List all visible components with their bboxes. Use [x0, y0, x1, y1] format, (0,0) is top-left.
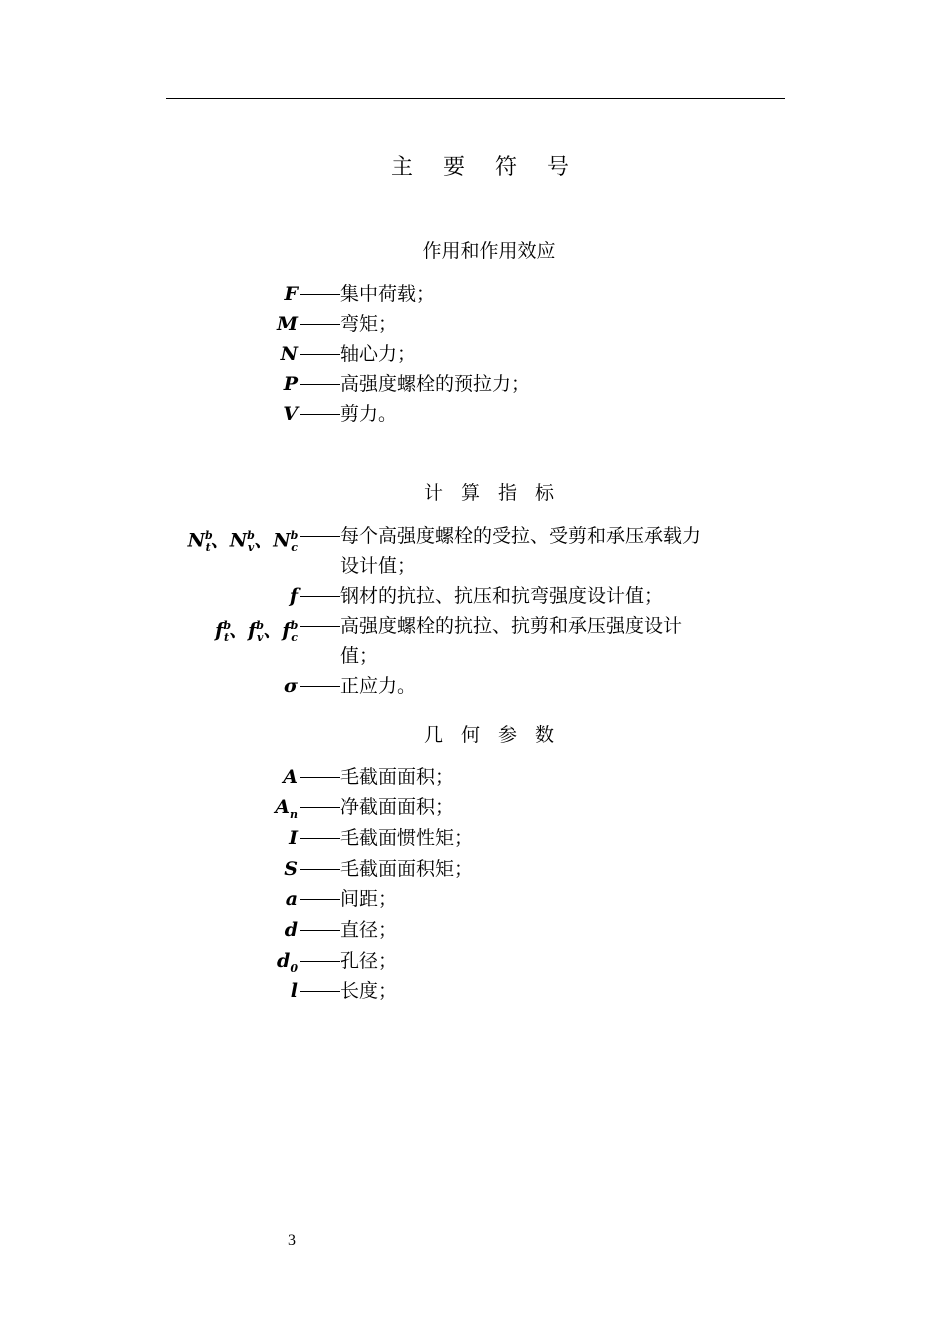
symbol-entry	[0, 792, 950, 822]
symbol: $d_0$	[270, 950, 298, 975]
em-dash	[300, 976, 340, 1006]
symbol: M	[276, 313, 298, 335]
symbol-entry	[0, 581, 950, 611]
section-heading-actions: 作用和作用效应	[422, 240, 556, 262]
symbol-entry	[0, 521, 950, 555]
symbol-description: 轴心力；	[340, 343, 417, 365]
symbol: N	[280, 343, 298, 365]
symbol-entry	[0, 915, 950, 945]
em-dash	[300, 762, 340, 792]
section-heading-indices: 计算指标	[423, 482, 572, 504]
symbol-entry-continuation	[0, 551, 950, 581]
symbol-description: 正应力。	[340, 675, 417, 697]
symbol-entry-continuation	[0, 641, 950, 671]
em-dash	[300, 884, 340, 914]
em-dash	[300, 915, 340, 945]
page-title: 主要符号	[390, 155, 599, 180]
em-dash	[300, 946, 340, 976]
symbol-entry	[0, 823, 950, 853]
symbol-entry	[0, 946, 950, 976]
symbol-description: 毛截面惯性矩；	[340, 827, 474, 849]
symbol: $f^b_t$、$f^b_v$、$f^b_c$	[208, 619, 299, 645]
section-heading-geometry: 几何参数	[423, 724, 572, 746]
symbol: $A_n$	[268, 796, 298, 821]
symbol: S	[284, 858, 298, 880]
symbol: $N^b_t$、$N^b_v$、$N^b_c$	[180, 529, 299, 555]
symbol-description: 剪力。	[340, 403, 398, 425]
symbol-description: 毛截面面积；	[340, 766, 455, 788]
symbol: d	[284, 919, 298, 941]
em-dash	[300, 854, 340, 884]
symbol-entry	[0, 399, 950, 429]
em-dash	[300, 521, 340, 551]
symbol: A	[283, 766, 298, 788]
symbol: σ	[283, 675, 298, 697]
symbol-entry	[0, 854, 950, 884]
symbol-entry	[0, 762, 950, 792]
em-dash	[300, 309, 340, 339]
top-rule	[166, 98, 785, 99]
symbol-description: 直径；	[340, 919, 398, 941]
symbol-description: 弯矩；	[340, 313, 398, 335]
symbol-description: 钢材的抗拉、抗压和抗弯强度设计值；	[340, 585, 664, 607]
em-dash	[300, 671, 340, 701]
symbol-entry	[0, 976, 950, 1006]
symbol: V	[283, 403, 298, 425]
em-dash	[300, 823, 340, 853]
symbol-entry	[0, 611, 950, 645]
symbol-description: 孔径；	[340, 950, 398, 972]
symbol: l	[290, 980, 298, 1002]
em-dash	[300, 339, 340, 369]
symbol: a	[285, 888, 298, 910]
symbol-description-continued: 设计值；	[340, 555, 417, 577]
page-number: 3	[288, 1232, 296, 1249]
symbol-description: 集中荷载；	[340, 283, 436, 305]
em-dash	[300, 611, 340, 641]
symbol-description: 间距；	[340, 888, 398, 910]
symbol-entry	[0, 339, 950, 369]
symbol-entry	[0, 671, 950, 701]
em-dash	[300, 279, 340, 309]
symbol: f	[289, 585, 298, 607]
symbol: F	[284, 283, 298, 305]
em-dash	[300, 369, 340, 399]
symbol-description: 每个高强度螺栓的受拉、受剪和承压承载力	[340, 525, 702, 547]
symbol-entry	[0, 369, 950, 399]
symbol-entry	[0, 884, 950, 914]
em-dash	[300, 581, 340, 611]
symbol-description: 长度；	[340, 980, 398, 1002]
symbol-description-continued: 值；	[340, 645, 379, 667]
em-dash	[300, 792, 340, 822]
symbol-description: 毛截面面积矩；	[340, 858, 474, 880]
symbol: I	[289, 827, 298, 849]
symbol-entry	[0, 309, 950, 339]
symbol-description: 净截面面积；	[340, 796, 455, 818]
em-dash	[300, 399, 340, 429]
symbol: P	[283, 373, 298, 395]
symbol-description: 高强度螺栓的抗拉、抗剪和承压强度设计	[340, 615, 683, 637]
symbol-entry	[0, 279, 950, 309]
symbol-description: 高强度螺栓的预拉力；	[340, 373, 531, 395]
